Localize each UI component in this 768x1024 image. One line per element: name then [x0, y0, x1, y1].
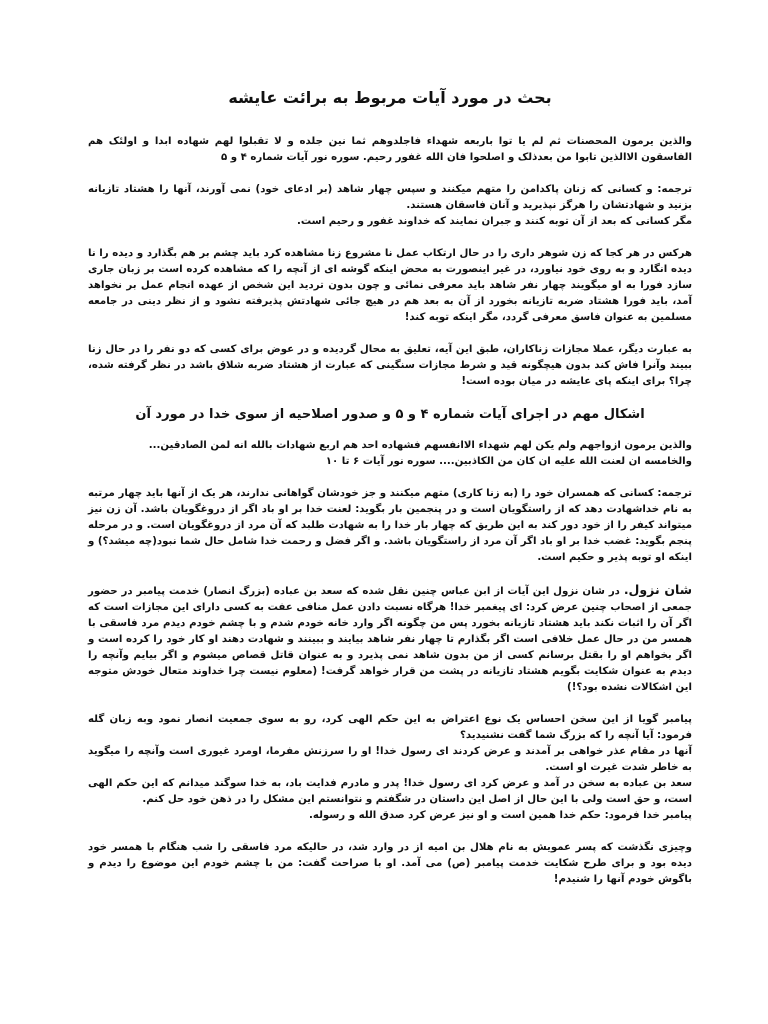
section-heading: اشکال مهم در اجرای آیات شماره ۴ و ۵ و صدور اصلاحیه از سوی خدا در مورد آن — [135, 407, 645, 422]
narration-line: سعد بن عباده به سخن در آمد و عرض کرد ای رسول خدا! پدر و مادرم فدایت باد، به خدا سوگند میدانم که این حکم الهی است، و حق است ولی با این حال از اصل این داستان در شگفتم و نتوانستم این مشکل را در ذهن خود حل کنم. — [88, 778, 692, 805]
verse-quote-line: والخامسه ان لعنت الله علیه ان کان من الکاذبین.... سوره نور آیات ۶ تا ۱۰ — [325, 456, 692, 467]
document-page — [88, 88, 692, 904]
commentary-paragraph-1: هرکس در هر کجا که زن شوهر داری را در حال ارتکاب عمل نا مشروع زنا مشاهده کرد باید چشم بر هم بگذارد و دیده را نا دیده انگارد و به روی خود نیاورد، در غیر اینصورت به محض اینکه گوشه ای از آنچه را که مشاهده کرده است بر زبان جاری سازد فورا به او میگویند چهار نفر شاهد باید معرفی نمائی و چون بدون تردید این شخص از عهده انجام عمل بر نخواهد آمد، باید فورا هشتاد ضربه تازیانه بخورد از آن به بعد هم در هیچ جائی شهادتش پذیرفته نشود و از نظر دینی در جامعه مسلمین به عنوان فاسق معرفی گردد، مگر اینکه توبه کند! — [88, 248, 692, 323]
narration-line: پیامبر خدا فرمود: حکم خدا همین است و او نیز عرض کرد صدق الله و رسوله. — [309, 810, 692, 821]
occasion-text: در شان نزول این آیات از ابن عباس چنین نقل شده که سعد بن عباده (بزرگ انصار) خدمت پیامبر در حضور جمعی از اصحاب چنین عرض کرد: ای پیغمبر خدا! هرگاه نسبت دادن عمل منافی عفت به کسی دارای این مجازات است که اگر آن را اثبات نکند باید هشتاد تازیانه بخورد پس من چگونه اگر وارد خانه خودم شدم و با چشم خودم دیدم مرد فاسقی با همسر من در حال عمل خلافی است اگر بگذارم تا چهار نفر شاهد بیایند و ببینند و شهادت دهند او کار خود را کرده است و اگر بخواهم او را بقتل برسانم کسی از من بدون شاهد نمی پذیرد و به عنوان قاتل قصاص میشوم و اگر بیایم وآنچه را دیدم به عنوان شکایت بگویم هشتاد تازیانه در پشت من قرار خواهد گرفت! (معلوم نیست چرا خداوند متعال خودش متوجه این اشکالات نشده بود؟!) — [88, 586, 692, 693]
translation-paragraph-1 — [88, 182, 692, 230]
page-title: بحث در مورد آیات مربوط به برائت عایشه — [228, 88, 552, 107]
narration-line: پیامبر گویا از این سخن احساس یک نوع اعتراض به این حکم الهی کرد، رو به سوی جمعیت انصار نمود وبه زبان گله فرمود: آیا آنچه را که بزرگ شما گفت نشنیدید؟ — [88, 714, 692, 741]
narration-paragraph — [88, 712, 692, 824]
occasion-heading: شان نزول. — [623, 582, 692, 597]
translation-line: مگر کسانی که بعد از آن توبه کنند و جبران نمایند که خداوند غفور و رحیم است. — [297, 216, 692, 227]
translation-paragraph-2: ترجمه: کسانی که همسران خود را (به زنا کاری) متهم میکنند و جز خودشان گواهانی ندارند، هر یک از آنها باید چهار مرتبه به نام خداشهادت دهد که از راستگویان است و در پنجمین بار بگوید: لعنت خدا بر او باد اگر از دروغگویان باشد. آن زن نیز میتواند کیفر را از خود دور کند به این طریق که چهار بار خدا را به شهادت طلبد که آن مرد از دروغگویان است. و در مرحله پنجم بگوید: غضب خدا بر او باد اگر آن مرد از راستگویان باشد. و اگر فضل و رحمت خدا شامل حال شما نبود(چه میشد؟) و اینکه او توبه پذیر و حکیم است. — [88, 488, 692, 563]
translation-line: ترجمه: و کسانی که زنان پاکدامن را متهم میکنند و سپس چهار شاهد (بر ادعای خود) نمی آورند، آنها را هشتاد تازیانه بزنید و شهادتشان را هرگز نپذیرید و آنان فاسقان هستند. — [88, 184, 692, 211]
closing-paragraph: وچیزی نگذشت که پسر عمویش به نام هلال بن امیه از در وارد شد، در حالیکه مرد فاسقی را شب هنگام با همسر خود دیده بود و برای طرح شکایت خدمت پیامبر (ص) می آمد. او با صراحت گفت: من با چشم خودم این موضوع را دیدم و باگوش خودم آنها را شنیدم! — [88, 842, 692, 885]
narration-line: آنها در مقام عذر خواهی بر آمدند و عرض کردند ای رسول خدا! او را سرزنش مفرما، اومرد غیوری است وآنچه را میگوید به خاطر شدت غیرت او است. — [88, 746, 692, 773]
occasion-paragraph — [88, 582, 692, 696]
commentary-paragraph-2: به عبارت دیگر، عملا مجازات زناکاران، طبق این آیه، تعلیق به محال گردیده و در عوض برای کسی که دو نفر را در حال زنا ببیند وآنرا فاش کند بدون هیچگونه قید و شرط مجازات سنگینی که عبارت از هشتاد ضربه شلاق باشد در نظر گرفته شده، چرا؟ برای اینکه پای عایشه در میان بوده است! — [88, 344, 692, 387]
verse-paragraph-1: والذین یرمون المحصنات ثم لم یا توا باربعه شهداء فاجلدوهم ثما نین جلده و لا تقبلوا لهم شهاده ابدا و اولئک هم الفاسقون الاالذین تابوا من بعدذلک و اصلحوا فان الله غفور رحیم. سوره نور آیات شماره ۴ و ۵ — [88, 136, 692, 163]
verse-quote-block — [88, 438, 692, 470]
verse-quote-line: والذین یرمون ازواجهم ولم یکن لهم شهداء الاانفسهم فشهاده احد هم اربع شهادات بالله انه لمن الصادقین... — [148, 440, 692, 451]
